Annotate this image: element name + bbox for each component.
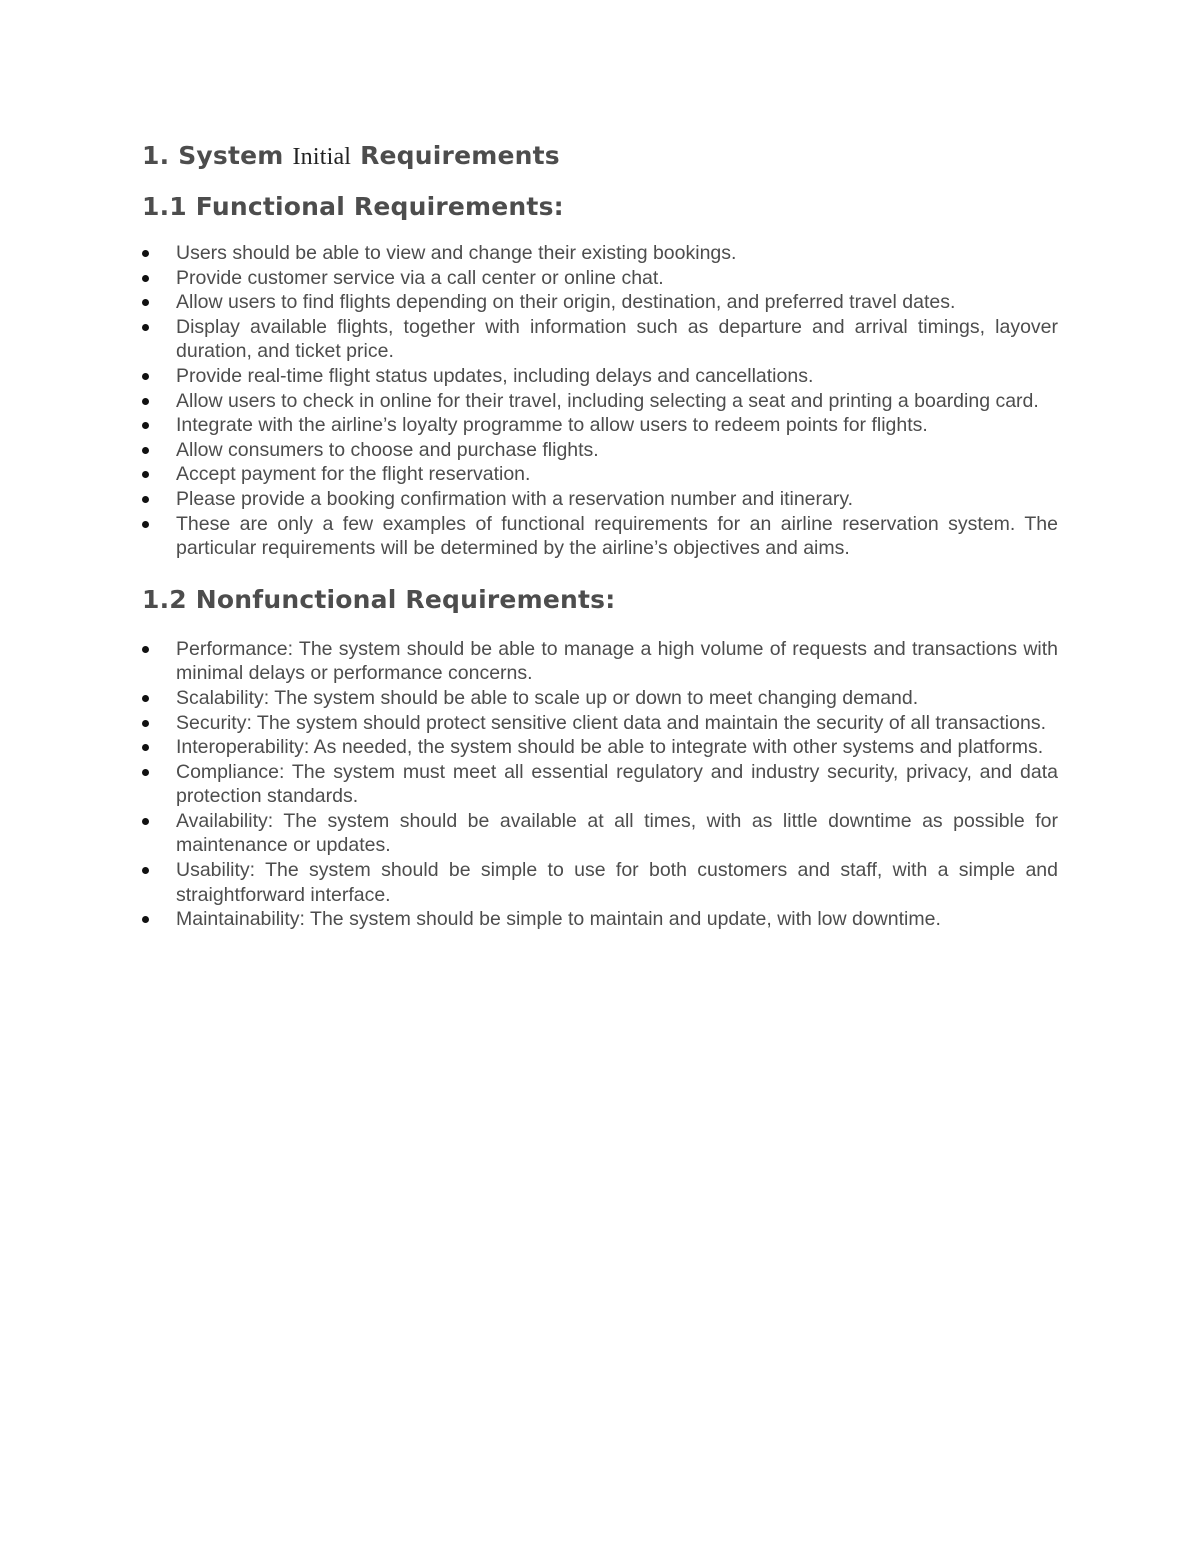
list-item-text: Accept payment for the flight reservation.: [176, 463, 531, 486]
bullet-icon: [142, 422, 149, 429]
functional-requirements-list: [142, 241, 1058, 561]
list-item: [142, 735, 1058, 760]
bullet-icon: [142, 769, 149, 776]
list-item: [142, 760, 1058, 809]
list-item-text: Usability: The system should be simple to use for both customers and staff, with a simple and straightforward interface.: [176, 859, 1058, 906]
list-item-text: Users should be able to view and change their existing bookings.: [176, 242, 737, 264]
list-item-text: Maintainability: The system should be simple to maintain and update, with low downtime.: [176, 908, 941, 931]
bullet-icon: [142, 720, 149, 727]
bullet-icon: [142, 916, 149, 923]
bullet-icon: [142, 250, 149, 257]
list-item-text: Interoperability: As needed, the system should be able to integrate with other systems and platforms.: [176, 736, 1044, 759]
bullet-icon: [142, 398, 149, 405]
bullet-icon: [142, 744, 149, 751]
list-item: [142, 637, 1058, 686]
list-item: [142, 389, 1058, 414]
list-item: [142, 686, 1058, 711]
title-part-requirements: Requirements: [360, 141, 560, 170]
list-item-text: Provide customer service via a call center or online chat.: [176, 266, 664, 289]
list-item: [142, 907, 1058, 932]
list-item-text: These are only a few examples of functional requirements for an airline reservation system. The particular requirements will be determined by the airline’s objectives and aims.: [176, 512, 1058, 560]
bullet-icon: [142, 324, 149, 331]
list-item-text: Performance: The system should be able to manage a high volume of requests and transactions with minimal delays or performance concerns.: [176, 637, 1058, 685]
bullet-icon: [142, 521, 149, 528]
list-item-text: Allow consumers to choose and purchase flights.: [176, 438, 599, 461]
title-part-initial: Initial: [292, 144, 352, 170]
list-item: [142, 364, 1058, 389]
list-item-text: Provide real-time flight status updates, including delays and cancellations.: [176, 364, 814, 387]
list-item: [142, 266, 1058, 291]
bullet-icon: [142, 695, 149, 702]
list-item-text: Scalability: The system should be able to scale up or down to meet changing demand.: [176, 686, 919, 709]
list-item-text: Allow users to check in online for their travel, including selecting a seat and printing a boarding card.: [176, 389, 1039, 412]
bullet-icon: [142, 867, 149, 874]
bullet-icon: [142, 299, 149, 306]
functional-requirements-heading: 1.1 Functional Requirements:: [142, 192, 564, 221]
list-item: [142, 462, 1058, 487]
nonfunctional-requirements-list: [142, 637, 1058, 932]
list-item: [142, 809, 1058, 858]
document-body: [142, 138, 1058, 932]
bullet-icon: [142, 447, 149, 454]
nonfunctional-requirements-heading: 1.2 Nonfunctional Requirements:: [142, 584, 616, 614]
list-item: [142, 241, 1058, 266]
list-item: [142, 711, 1058, 736]
list-item-text: Display available flights, together with information such as departure and arrival timings, layover duration, and ticket price.: [176, 315, 1058, 363]
list-item-text: Please provide a booking confirmation with a reservation number and itinerary.: [176, 487, 854, 510]
list-item: [142, 512, 1058, 561]
bullet-icon: [142, 275, 149, 282]
bullet-icon: [142, 373, 149, 380]
list-item: [142, 487, 1058, 512]
list-item: [142, 413, 1058, 438]
list-item-text: Compliance: The system must meet all essential regulatory and industry security, privacy, and data protection standards.: [176, 760, 1058, 808]
list-item-text: Security: The system should protect sensitive client data and maintain the security of all transactions.: [176, 711, 1046, 734]
document-title: [142, 138, 1058, 175]
bullet-icon: [142, 818, 149, 825]
bullet-icon: [142, 496, 149, 503]
bullet-icon: [142, 646, 149, 653]
bullet-icon: [142, 471, 149, 478]
list-item: [142, 290, 1058, 315]
list-item-text: Allow users to find flights depending on their origin, destination, and preferred travel dates.: [176, 291, 956, 314]
title-part-system: 1. System: [142, 141, 284, 170]
list-item-text: Integrate with the airline’s loyalty programme to allow users to redeem points for flights.: [176, 414, 928, 437]
list-item: [142, 315, 1058, 364]
list-item: [142, 858, 1058, 907]
list-item-text: Availability: The system should be available at all times, with as little downtime as possible for maintenance or updates.: [176, 809, 1058, 857]
list-item: [142, 438, 1058, 463]
